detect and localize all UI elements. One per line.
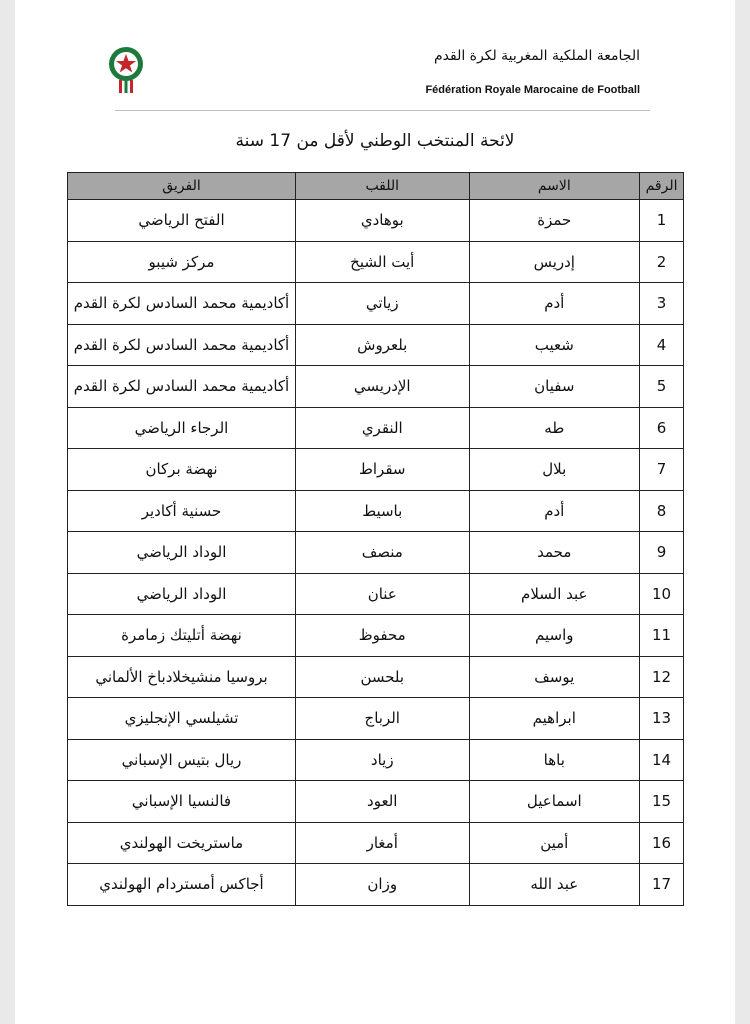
document-title: لائحة المنتخب الوطني لأقل من 17 سنة (235, 131, 515, 151)
table-row (68, 324, 684, 366)
cell-last-name: النقري (295, 407, 469, 449)
cell-number: 12 (640, 656, 684, 698)
cell-club: أكاديمية محمد السادس لكرة القدم (68, 324, 296, 366)
cell-club: ريال بتيس الإسباني (68, 739, 296, 781)
cell-last-name: زياد (295, 739, 469, 781)
cell-club: الوداد الرياضي (68, 532, 296, 574)
cell-first-name: اسماعيل (469, 781, 640, 823)
table-row (68, 573, 684, 615)
frmf-crest-icon (107, 44, 145, 94)
table-row (68, 241, 684, 283)
cell-number: 3 (640, 283, 684, 325)
header-first-name: الاسم (469, 173, 640, 200)
table-row (68, 822, 684, 864)
cell-first-name: طه (469, 407, 640, 449)
cell-first-name: ابراهيم (469, 698, 640, 740)
table-row (68, 283, 684, 325)
cell-number: 11 (640, 615, 684, 657)
header-club: الفريق (68, 173, 296, 200)
header-number: الرقم (640, 173, 684, 200)
cell-club: أكاديمية محمد السادس لكرة القدم (68, 283, 296, 325)
cell-last-name: أمغار (295, 822, 469, 864)
cell-last-name: وزان (295, 864, 469, 906)
cell-last-name: بوهادي (295, 200, 469, 242)
cell-club: بروسيا منشيخلادباخ الألماني (68, 656, 296, 698)
cell-first-name: أدم (469, 490, 640, 532)
cell-first-name: عبد السلام (469, 573, 640, 615)
table-row (68, 490, 684, 532)
cell-last-name: زياتي (295, 283, 469, 325)
federation-name-arabic: الجامعة الملكية المغربية لكرة القدم (433, 48, 640, 64)
cell-first-name: سفيان (469, 366, 640, 408)
cell-number: 8 (640, 490, 684, 532)
cell-club: نهضة أتليتك زمامرة (68, 615, 296, 657)
cell-number: 13 (640, 698, 684, 740)
cell-last-name: بلعروش (295, 324, 469, 366)
table-row (68, 656, 684, 698)
table-row (68, 200, 684, 242)
cell-last-name: باسيط (295, 490, 469, 532)
cell-club: فالنسيا الإسباني (68, 781, 296, 823)
cell-club: حسنية أكادير (68, 490, 296, 532)
table-body (68, 200, 684, 906)
table-row (68, 366, 684, 408)
table-row (68, 698, 684, 740)
cell-last-name: منصف (295, 532, 469, 574)
cell-last-name: الرباج (295, 698, 469, 740)
cell-club: الوداد الرياضي (68, 573, 296, 615)
cell-club: الرجاء الرياضي (68, 407, 296, 449)
header-divider (115, 110, 650, 111)
cell-number: 16 (640, 822, 684, 864)
cell-club: مركز شيبو (68, 241, 296, 283)
table-row (68, 864, 684, 906)
cell-club: أجاكس أمستردام الهولندي (68, 864, 296, 906)
cell-last-name: محفوظ (295, 615, 469, 657)
cell-number: 14 (640, 739, 684, 781)
table-row (68, 781, 684, 823)
cell-first-name: حمزة (469, 200, 640, 242)
cell-first-name: إدريس (469, 241, 640, 283)
cell-number: 1 (640, 200, 684, 242)
cell-number: 10 (640, 573, 684, 615)
squad-table (67, 172, 684, 906)
table-row (68, 739, 684, 781)
cell-club: أكاديمية محمد السادس لكرة القدم (68, 366, 296, 408)
cell-last-name: العود (295, 781, 469, 823)
cell-first-name: عبد الله (469, 864, 640, 906)
cell-first-name: بلال (469, 449, 640, 491)
cell-last-name: عنان (295, 573, 469, 615)
table-header (68, 173, 684, 200)
cell-club: ماستريخت الهولندي (68, 822, 296, 864)
cell-club: نهضة بركان (68, 449, 296, 491)
cell-last-name: سقراط (295, 449, 469, 491)
cell-first-name: أمين (469, 822, 640, 864)
cell-first-name: باها (469, 739, 640, 781)
cell-number: 4 (640, 324, 684, 366)
cell-last-name: الإدريسي (295, 366, 469, 408)
table-row (68, 407, 684, 449)
table-row (68, 615, 684, 657)
cell-number: 17 (640, 864, 684, 906)
cell-first-name: واسيم (469, 615, 640, 657)
header-last-name: اللقب (295, 173, 469, 200)
cell-club: تشيلسي الإنجليزي (68, 698, 296, 740)
cell-last-name: بلحسن (295, 656, 469, 698)
cell-club: الفتح الرياضي (68, 200, 296, 242)
cell-number: 2 (640, 241, 684, 283)
cell-number: 6 (640, 407, 684, 449)
cell-first-name: محمد (469, 532, 640, 574)
cell-number: 9 (640, 532, 684, 574)
cell-first-name: أدم (469, 283, 640, 325)
cell-number: 7 (640, 449, 684, 491)
cell-first-name: يوسف (469, 656, 640, 698)
table-row (68, 532, 684, 574)
cell-number: 15 (640, 781, 684, 823)
cell-first-name: شعيب (469, 324, 640, 366)
document-page (15, 0, 735, 1024)
table-row (68, 449, 684, 491)
cell-number: 5 (640, 366, 684, 408)
federation-name-french: Fédération Royale Marocaine de Football (425, 84, 640, 96)
cell-last-name: أيت الشيخ (295, 241, 469, 283)
